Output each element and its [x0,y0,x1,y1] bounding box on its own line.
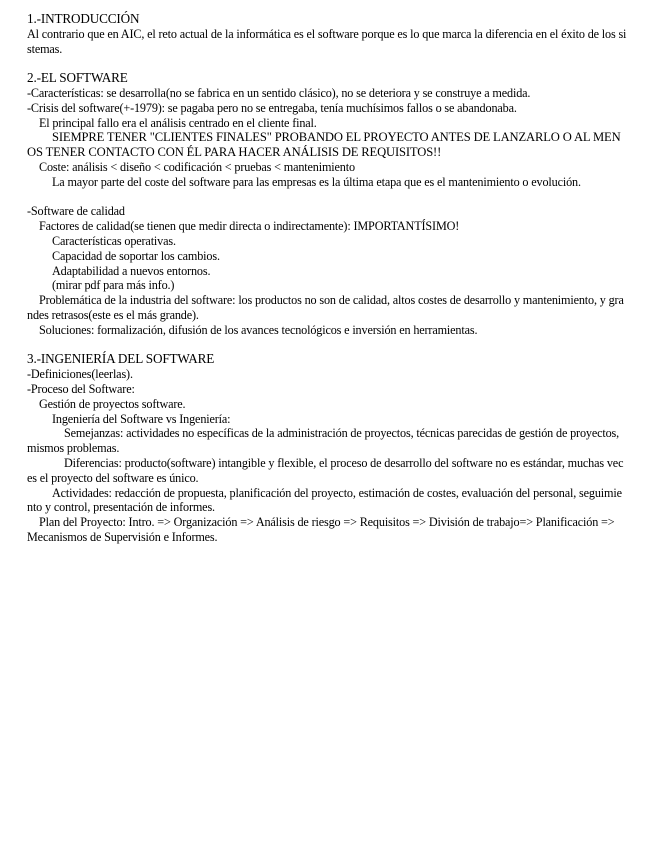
similarities: Semejanzas: actividades no específicas de la administración de proyectos, técnicas parecidas de gestión de proyectos, mismos problemas. [27,426,620,456]
section-1-body: Al contrario que en AIC, el reto actual de la informática es el software porque es lo que marca la diferencia en el éxito de los sistemas. [27,26,627,56]
quality-factors: Factores de calidad(se tienen que medir directa o indirectamente): IMPORTANTÍSIMO! [39,219,460,234]
project-plan: Plan del Proyecto: Intro. => Organización => Análisis de riesgo => Requisitos => División de trabajo=> Planificación => Mecanismos de Supervisión e Informes. [27,515,615,544]
software-process: -Proceso del Software: [27,381,135,396]
software-characteristics: -Características: se desarrolla(no se fabrica en un sentido clásico), no se deteriora y se construye a medida. [27,85,531,100]
separator [27,190,627,205]
quality-factor-item: Características operativas. [52,233,176,248]
quality-title: -Software de calidad [27,204,125,219]
section-3-title: 3.-INGENIERÍA DEL SOFTWARE [27,351,215,367]
differences: Diferencias: producto(software) intangible y flexible, el proceso de desarrollo del software no es estándar, muchas veces el proyecto del software es único. [27,455,624,485]
separator [27,56,627,71]
main-failure: El principal fallo era el análisis centrado en el cliente final. [39,115,317,130]
section-2-title: 2.-EL SOFTWARE [27,70,128,86]
activities: Actividades: redacción de propuesta, planificación del proyecto, estimación de costes, evaluación del personal, seguimiento y control, presentación de informes. [27,485,622,515]
cost-detail: La mayor parte del coste del software para las empresas es la última etapa que es el mantenimiento o evolución. [52,174,581,189]
section-1-title: 1.-INTRODUCCIÓN [27,11,140,26]
quality-factor-item: Capacidad de soportar los cambios. [52,248,220,263]
se-vs-engineering: Ingeniería del Software vs Ingeniería: [52,411,231,426]
quality-factor-item: (mirar pdf para más info.) [52,278,175,293]
software-crisis: -Crisis del software(+-1979): se pagaba pero no se entregaba, tenía muchísimos fallos o se abandonaba. [27,100,517,115]
definitions: -Definiciones(leerlas). [27,367,133,382]
separator [27,338,627,353]
project-management: Gestión de proyectos software. [39,396,186,411]
always-caps-note: SIEMPRE TENER "CLIENTES FINALES" PROBANDO EL PROYECTO ANTES DE LANZARLO O AL MENOS TENER CONTACTO CON ÉL PARA HACER ANÁLISIS DE REQUISITOS!! [27,130,621,160]
industry-problems: Problemática de la industria del software: los productos no son de calidad, altos costes de desarrollo y mantenimiento, y grandes retrasos(este es el más grande). [27,293,624,322]
solutions: Soluciones: formalización, difusión de los avances tecnológicos e inversión en herramientas. [39,322,478,337]
quality-factor-item: Adaptabilidad a nuevos entornos. [52,263,211,278]
document [27,12,627,545]
cost-order: Coste: análisis < diseño < codificación < pruebas < mantenimiento [39,159,355,174]
